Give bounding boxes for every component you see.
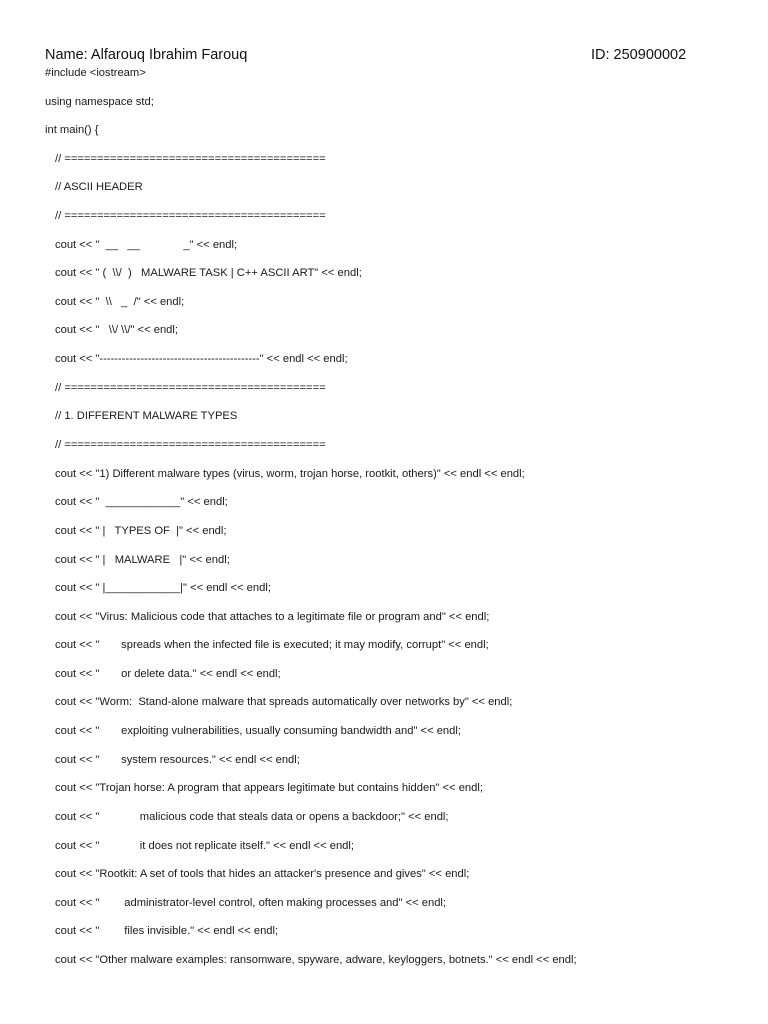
code-line: cout << " ____________" << endl;	[55, 496, 228, 508]
code-line: cout << " it does not replicate itself." << endl << endl;	[55, 840, 354, 852]
code-line: cout << " \\/ \\/" << endl;	[55, 324, 178, 336]
code-line: cout << "Other malware examples: ransomware, spyware, adware, keyloggers, botnets." << endl << endl;	[55, 954, 577, 966]
code-line: // ========================================	[55, 153, 326, 165]
code-line: cout << "Worm: Stand-alone malware that spreads automatically over networks by" << endl;	[55, 696, 513, 708]
code-line: // ASCII HEADER	[55, 181, 143, 193]
code-line: cout << " ( \\/ ) MALWARE TASK | C++ ASCII ART" << endl;	[55, 267, 362, 279]
code-line: cout << " malicious code that steals data or opens a backdoor;" << endl;	[55, 811, 449, 823]
code-line: using namespace std;	[45, 96, 154, 108]
code-line: cout << "Virus: Malicious code that attaches to a legitimate file or program and" << endl;	[55, 611, 490, 623]
student-id: ID: 250900002	[591, 47, 687, 63]
code-line: cout << "1) Different malware types (virus, worm, trojan horse, rootkit, others)" << endl << endl;	[55, 468, 525, 480]
code-line: cout << " | MALWARE |" << endl;	[55, 554, 230, 566]
code-line: cout << " exploiting vulnerabilities, usually consuming bandwidth and" << endl;	[55, 725, 461, 737]
code-line: int main() {	[45, 124, 99, 136]
code-line: cout << " administrator-level control, often making processes and" << endl;	[55, 897, 447, 909]
code-line: cout << " spreads when the infected file is executed; it may modify, corrupt" << endl;	[55, 639, 489, 651]
code-line: // ========================================	[55, 382, 326, 394]
code-line: // ========================================	[55, 439, 326, 451]
code-line: #include <iostream>	[45, 67, 146, 79]
code-line: cout << " \\ _ /" << endl;	[55, 296, 185, 308]
code-line: cout << "Rootkit: A set of tools that hides an attacker's presence and gives" << endl;	[55, 868, 470, 880]
code-line: cout << " or delete data." << endl << endl;	[55, 668, 281, 680]
code-line: cout << " |____________|" << endl << endl;	[55, 582, 271, 594]
code-line: cout << " __ __ _" << endl;	[55, 239, 238, 251]
code-line: // 1. DIFFERENT MALWARE TYPES	[55, 410, 238, 422]
code-line: cout << " system resources." << endl << endl;	[55, 754, 300, 766]
student-name: Name: Alfarouq Ibrahim Farouq	[45, 47, 248, 63]
code-line: cout << " files invisible." << endl << endl;	[55, 925, 279, 937]
code-line: cout << " | TYPES OF |" << endl;	[55, 525, 227, 537]
code-line: cout << "Trojan horse: A program that appears legitimate but contains hidden" << endl;	[55, 782, 483, 794]
code-line: // ========================================	[55, 210, 326, 222]
code-line: cout << "-------------------------------------------" << endl << endl;	[55, 353, 348, 365]
